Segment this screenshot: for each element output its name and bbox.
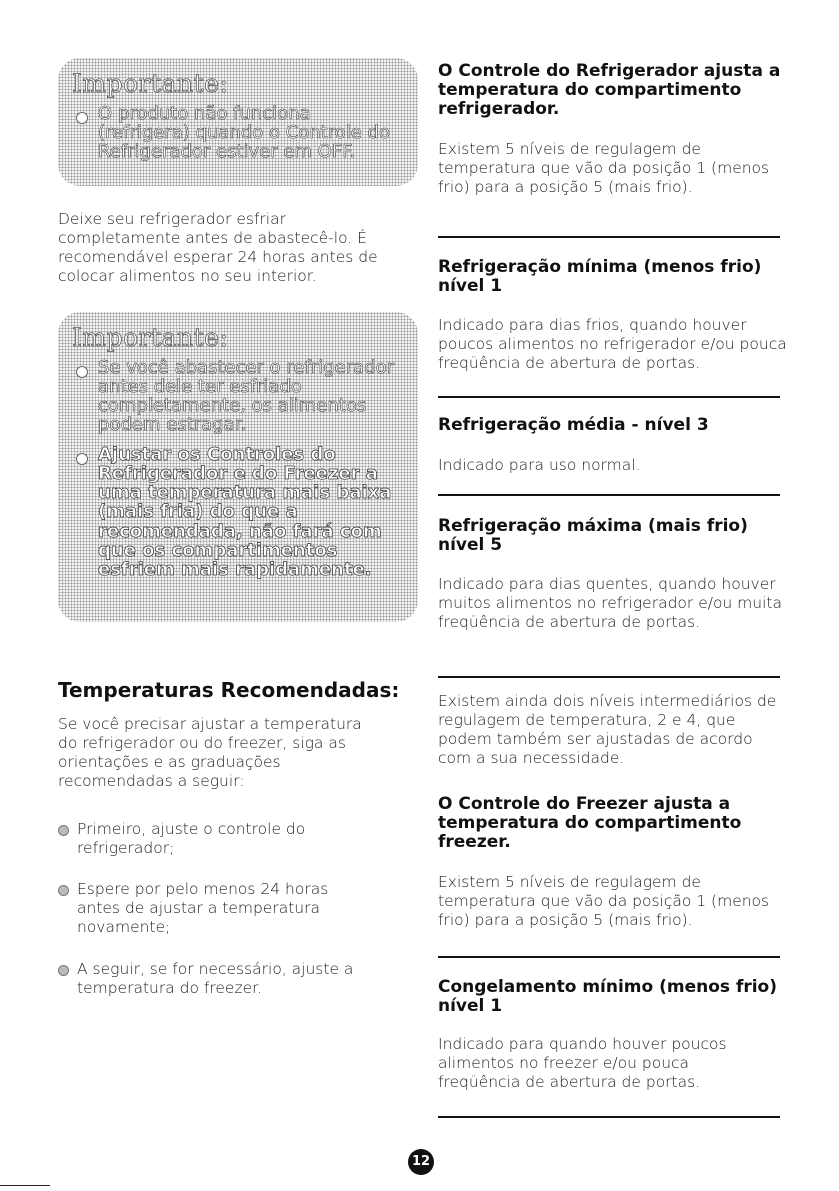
page-number: 12 — [408, 1149, 434, 1175]
divider — [438, 494, 780, 496]
mid-cooling-heading: Refrigeração média - nível 3 — [438, 415, 709, 435]
fridge-control-heading: O Controle do Refrigerador ajusta a temperatura do compartimento refrigerador. — [438, 61, 781, 119]
min-freezing-paragraph: Indicado para quando houver poucos alimentos no freezer e/ou pouca freqüência de abertura de portas. — [438, 1035, 727, 1091]
step-item — [58, 960, 378, 998]
bullet-icon — [58, 965, 69, 976]
intro-paragraph: Deixe seu refrigerador esfriar completamente antes de abastecê-lo. É recomendável esperar 24 horas antes de colocar alimentos no seu interior. — [58, 210, 378, 285]
important-item-text: Se você abastecer o refrigerador antes dele ter esfriado completamente, os alimentos podem estragar. — [98, 356, 394, 436]
step-text: A seguir, se for necessário, ajuste a temperatura do freezer. — [77, 960, 354, 997]
temperatures-heading: Temperaturas Recomendadas: — [58, 678, 400, 702]
bullet-icon — [76, 112, 88, 124]
important-title: Importante: — [72, 323, 229, 352]
bullet-icon — [58, 825, 69, 836]
max-cooling-paragraph: Indicado para dias quentes, quando houver muitos alimentos no refrigerador e/ou muita freqüência de abertura de portas. — [438, 575, 782, 631]
min-freezing-heading: Congelamento mínimo (menos frio) nível 1 — [438, 977, 777, 1016]
bullet-icon — [58, 885, 69, 896]
divider — [438, 956, 780, 958]
freezer-control-paragraph: Existem 5 níveis de regulagem de temperatura que vão da posição 1 (menos frio) para a posição 5 (mais frio). — [438, 873, 770, 929]
step-item — [58, 820, 358, 858]
divider — [438, 1116, 780, 1118]
step-text: Primeiro, ajuste o controle do refrigerador; — [77, 820, 306, 857]
fridge-control-paragraph: Existem 5 níveis de regulagem de temperatura que vão da posição 1 (menos frio) para a posição 5 (mais frio). — [438, 140, 770, 196]
important-item-text: Ajustar os Controles do Refrigerador e do Freezer a uma temperatura mais baixa (mais fria) do que a recomendada, não fará com que os compartimentos esfriem mais rapidamente. — [98, 443, 392, 580]
important-box-1 — [58, 58, 418, 186]
min-cooling-heading: Refrigeração mínima (menos frio) nível 1 — [438, 257, 762, 296]
important-title: Importante: — [72, 69, 229, 98]
intermediate-levels-paragraph: Existem ainda dois níveis intermediários de regulagem de temperatura, 2 e 4, que podem também ser ajustadas de acordo com a sua necessidade. — [438, 692, 777, 767]
bullet-icon — [76, 453, 88, 465]
mid-cooling-paragraph: Indicado para uso normal. — [438, 456, 641, 474]
step-text: Espere por pelo menos 24 horas antes de ajustar a temperatura novamente; — [77, 880, 329, 936]
max-cooling-heading: Refrigeração máxima (mais frio) nível 5 — [438, 516, 748, 555]
divider — [438, 676, 780, 678]
divider — [438, 396, 780, 398]
step-item — [58, 880, 358, 937]
important-item — [72, 104, 404, 162]
important-item — [72, 358, 404, 435]
temperatures-paragraph: Se você precisar ajustar a temperatura do refrigerador ou do freezer, siga as orientações e as graduações recomendadas a seguir: — [58, 715, 362, 790]
bullet-icon — [76, 366, 88, 378]
freezer-control-heading: O Controle do Freezer ajusta a temperatura do compartimento freezer. — [438, 794, 742, 852]
min-cooling-paragraph: Indicado para dias frios, quando houver poucos alimentos no refrigerador e/ou pouca freqüência de abertura de portas. — [438, 316, 787, 372]
important-box-2 — [58, 312, 418, 622]
important-item-text: O produto não funciona (refrigera) quando o Controle do Refrigerador estiver em OFF. — [98, 102, 390, 162]
footer-line — [0, 1185, 50, 1186]
important-item — [72, 445, 404, 580]
divider — [438, 236, 780, 238]
